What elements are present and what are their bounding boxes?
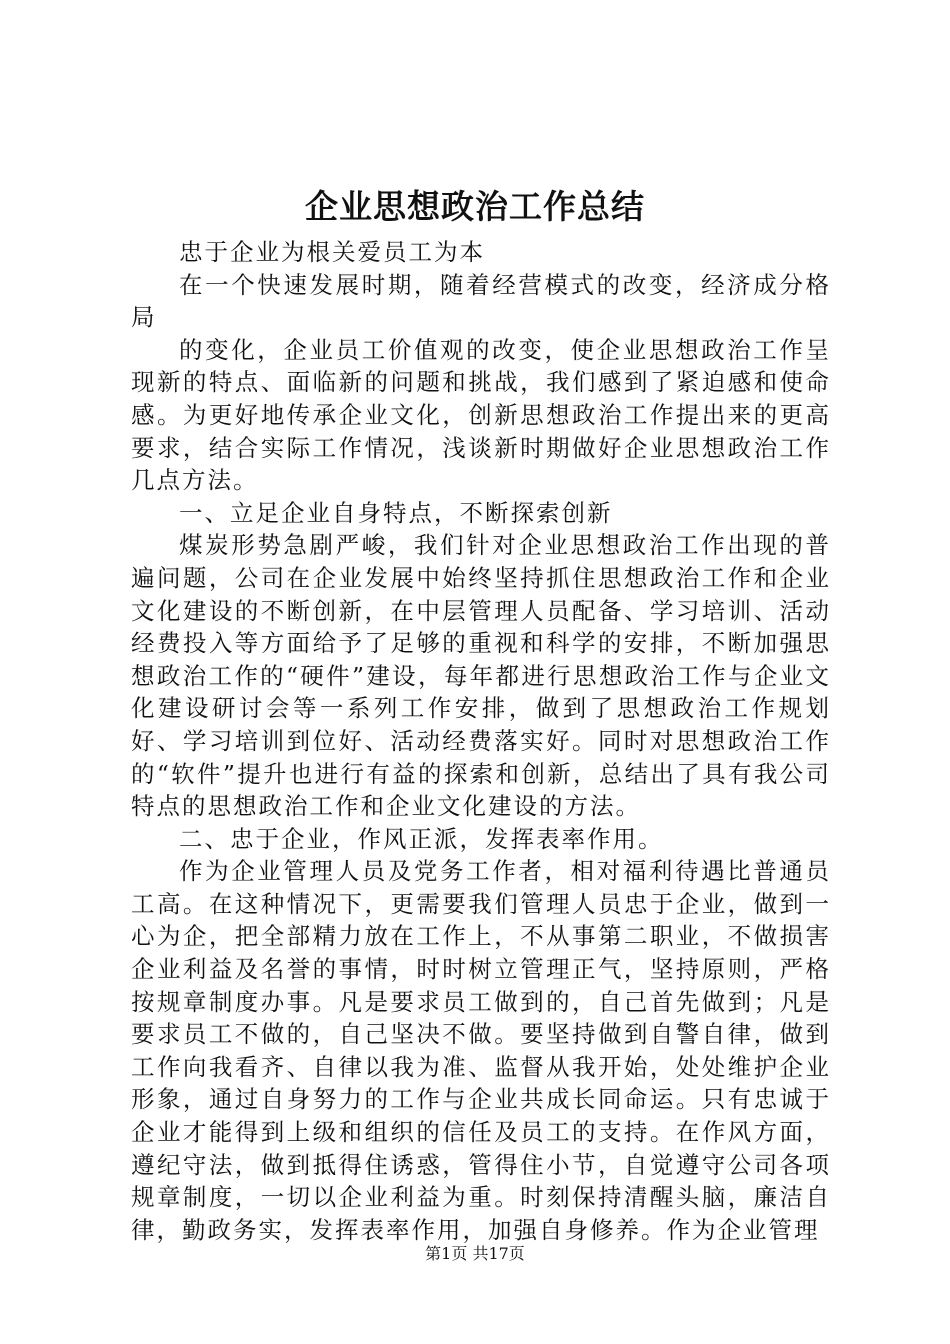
section-heading-1: 一、立足企业自身特点，不断探索创新 — [179, 498, 613, 527]
paragraph-subtitle: 忠于企业为根关爱员工为本 — [179, 238, 485, 266]
paragraph-section-2: 作为企业管理人员及党务工作者，相对福利待遇比普通员工高。在这种情况下，更需要我们管理人员忠于企业，做到一心为企，把全部精力放在工作上，不从事第二职业，不做损害企业利益及名誉的事情，时时树立管理正气，坚持原则，严格按规章制度办事。凡是要求员工做到的，自己首先做到；凡是要求员工不做的，自己坚决不做。要坚持做到自警自律，做到工作向我看齐、自律以我为准、监督从我开始，处处维护企业形象，通过自身努力的工作与企业共成长同命运。只有忠诚于企业才能得到上级和组织的信任及员工的支持。在作风方面，遵纪守法，做到抵得住诱惑，管得住小节，自觉遵守公司各项规章制度，一切以企业利益为重。时刻保持清醒头脑，廉洁自律，勤政务实，发挥表率作用，加强自身修养。作为企业管理 — [131, 857, 831, 1244]
paragraph-intro-1: 在一个快速发展时期，随着经营模式的改变，经济成分格局 — [131, 270, 831, 332]
paragraph-section-1: 煤炭形势急剧严峻，我们针对企业思想政治工作出现的普遍问题，公司在企业发展中始终坚持抓住思想政治工作和企业文化建设的不断创新，在中层管理人员配备、学习培训、活动经费投入等方面给予了足够的重视和科学的安排，不断加强思想政治工作的“硬件”建设，每年都进行思想政治工作与企业文化建设研讨会等一系列工作安排，做到了思想政治工作规划好、学习培训到位好、活动经费落实好。同时对思想政治工作的“软件”提升也进行有益的探索和创新，总结出了具有我公司特点的思想政治工作和企业文化建设的方法。 — [131, 531, 831, 821]
section-heading-2: 二、忠于企业，作风正派，发挥表率作用。 — [179, 824, 664, 853]
page-footer: 第1页 共17页 — [425, 1244, 525, 1263]
paragraph-intro-2: 的变化，企业员工价值观的改变，使企业思想政治工作呈现新的特点、面临新的问题和挑战，我们感到了紧迫感和使命感。为更好地传承企业文化，创新思想政治工作提出来的更高要求，结合实际工作情况，浅谈新时期做好企业思想政治工作几点方法。 — [131, 335, 831, 495]
document-title: 企业思想政治工作总结 — [305, 187, 645, 226]
document-body — [131, 236, 831, 1246]
